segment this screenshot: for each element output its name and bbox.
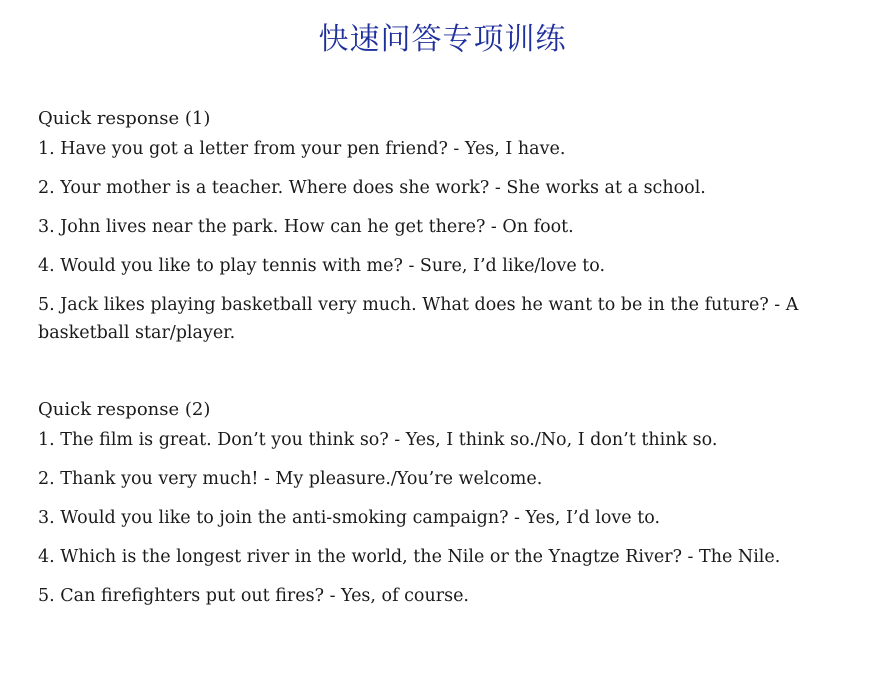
item-number: 4. <box>38 256 55 276</box>
section-heading: Quick response (2) <box>38 399 211 420</box>
qa-item <box>38 174 828 202</box>
item-number: 3. <box>38 217 55 237</box>
item-text: Your mother is a teacher. Where does she work? - She works at a school. <box>60 178 706 198</box>
section-heading: Quick response (1) <box>38 108 211 129</box>
item-text: Would you like to join the anti-smoking campaign? - Yes, I’d love to. <box>60 508 661 528</box>
item-number: 5. <box>38 586 55 606</box>
item-text: John lives near the park. How can he get there? - On foot. <box>60 217 574 237</box>
item-number: 2. <box>38 178 55 198</box>
item-number: 2. <box>38 469 55 489</box>
item-number: 1. <box>38 139 55 159</box>
item-text: Thank you very much! - My pleasure./You’re welcome. <box>60 469 543 489</box>
qa-item <box>38 426 828 454</box>
item-text: Have you got a letter from your pen friend? - Yes, I have. <box>60 139 566 159</box>
qa-item <box>38 582 828 610</box>
qa-item <box>38 213 828 241</box>
qa-item <box>38 252 828 280</box>
qa-item <box>38 543 828 571</box>
qa-list <box>38 135 828 347</box>
qa-item <box>38 465 828 493</box>
item-text: Can firefighters put out fires? - Yes, of course. <box>60 586 469 606</box>
page-title: 快速问答专项训练 <box>318 22 567 57</box>
item-text: Which is the longest river in the world, the Nile or the Ynagtze River? - The Nile. <box>60 547 781 567</box>
item-number: 1. <box>38 430 55 450</box>
item-text: The film is great. Don’t you think so? - Yes, I think so./No, I don’t think so. <box>60 430 718 450</box>
item-number: 5. <box>38 295 55 315</box>
quick-response-section-2 <box>38 397 828 621</box>
item-text: Jack likes playing basketball very much. What does he want to be in the future? - A basketball star/player. <box>38 295 799 343</box>
qa-item <box>38 504 828 532</box>
item-text: Would you like to play tennis with me? - Sure, I’d like/love to. <box>60 256 606 276</box>
qa-list <box>38 426 828 610</box>
item-number: 3. <box>38 508 55 528</box>
item-number: 4. <box>38 547 55 567</box>
qa-item <box>38 135 828 163</box>
quick-response-section-1 <box>38 106 828 358</box>
qa-item <box>38 291 828 347</box>
